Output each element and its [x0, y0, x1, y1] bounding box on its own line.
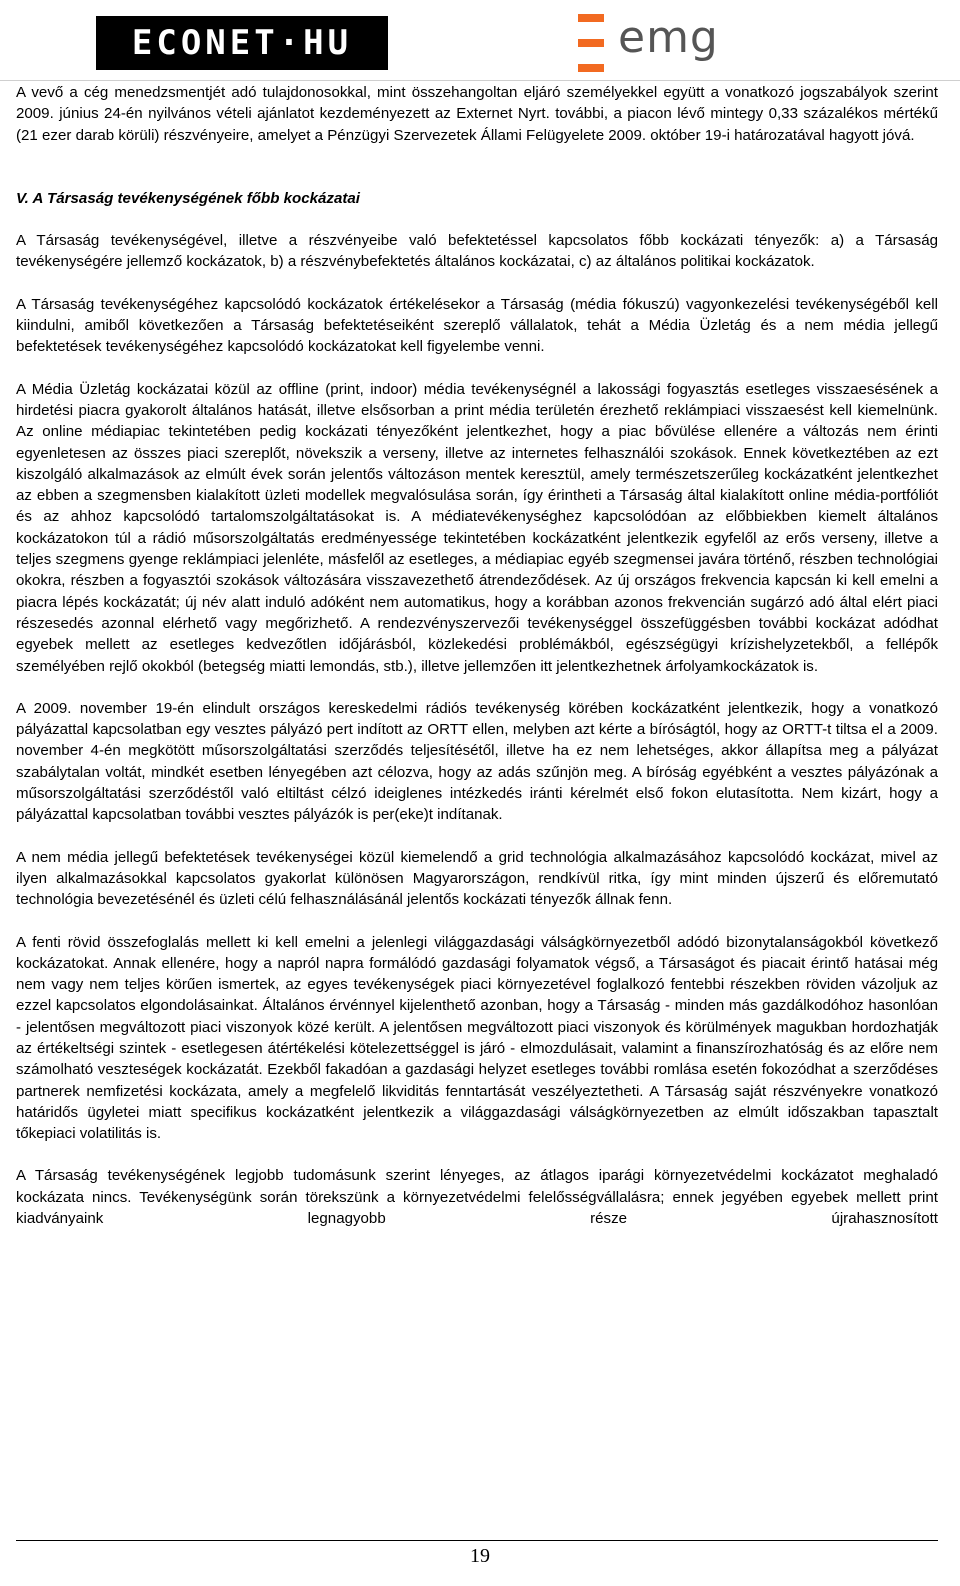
- emg-logo: [578, 14, 738, 72]
- paragraph-5: A 2009. november 19-én elindult országos kereskedelmi rádiós tevékenység körében kockázatként jelentkezik, hogy a vonatkozó pályázattal kapcsolatban egy vesztes pályázó pert indított az ORTT ellen, melyben azt kérte a bíróságtól, hogy az ORTT-t tiltsa el a 2009. november 4-én megkötött műsorszolgáltatási szerződés teljesítésétől, illetve ha ez nem lehetséges, akkor állapítsa meg a pályázat szabálytalan voltát, mindkét esetben lényegében azt célozva, hogy az adás szűnjön meg. A bíróság egyébként a vesztes pályázónak a műsorszolgáltatási szerződéstől való eltiltást célzó ideiglenes intézkedés iránti kérelmét első fokon elutasította. Nem kizárt, hogy a pályázattal kapcsolatban további vesztes pályázók is per(eke)t indítanak.: [16, 699, 938, 824]
- econet-logo-text: ECONET·HU: [131, 23, 353, 63]
- document-body: [16, 82, 938, 1229]
- paragraph-7: A fenti rövid összefoglalás mellett ki kell emelni a jelenlegi világgazdasági válságkörnyezetből adódó bizonytalanságokból következő kockázatokat. Annak ellenére, hogy a napról napra formálódó gazdasági folyamatok végső, a Társaságot és piacait érintő hatásai még nem vagy nem teljes körűen ismertek, az egyes tevékenységek piaci környezetével foglalkozó fentebbi részekben röviden vázoljuk az ezzel kapcsolatos elgondolásainkat. Általános érvénnyel kijelenthető azonban, hogy a Társaság - minden más gazdálkodóhoz hasonlóan - jelentősen megváltozott piaci viszonyok közé került. A jelentősen megváltozott piaci viszonyok és körülmények magukban hordozhatják az értékeltségi szintek - esetlegesen átértékelési kötelezettséggel is járó - elmozdulásait, valamint a finanszírozhatóság és az előre nem számolható veszteségek kockázatát. Ezekből fakadóan a gazdasági helyzet esetleges további romlása esetén fokozódhat a szerződéses partnerek nemfizetési kockázata, amely a megfelelő likviditás fenntartását veszélyeztetheti. A Társaság saját részvényekre vonatkozó határidős ügyletei miatt specifikus kockázatként jelentkezik a világgazdasági válságkörnyezetben az elmúlt időszakban tapasztalt tőkepiaci volatilitás is.: [16, 933, 938, 1143]
- paragraph-8: A Társaság tevékenységének legjobb tudomásunk szerint lényeges, az átlagos iparági környezetvédelmi kockázatot meghaladó kockázata nincs. Tevékenységünk során törekszünk a környezetvédelmi felelősségvállalásra; ennek jegyében egyebek mellett print kiadványaink legnagyobb része újrahasznosított: [16, 1167, 938, 1228]
- econet-logo: [96, 16, 388, 70]
- paragraph-4: A Média Üzletág kockázatai közül az offline (print, indoor) média tevékenységnél a lakossági fogyasztás esetleges visszaesésének a hirdetési piacra gyakorolt általános hatását, illetve elsősorban a print média területén érezhető reklámpiaci visszaesést kell kiemelnünk. Az online médiapiac tekintetében pedig kockázati tényezőként jelentkezhet, hogy a piac bővülése ellenére a változás nem érinti egyenletesen az összes piaci szereplőt, növekszik a verseny, illetve az internetes felhasználói szokások. Ennek következtében az ezt kiszolgáló alkalmazások az elmúlt évek során jelentős változáson mentek keresztül, amely természetszerűleg kockázatként jelentkezhet az ebben a szegmensben kialakított üzleti modellek megvalósulása során, így érintheti a Társaság által kialakított online média-portfóliót és az ahhoz kapcsolódó tartalomszolgáltatásokat is. A médiatevékenységhez kapcsolódóan az előbbiekben kiemelt általános kockázatokon túl a rádió műsorszolgáltatás eredményessége tekintetében kockázatként jelentkezik egyfelől az erős verseny, illetve a teljes szegmens gyenge reklámpiaci jelenléte, másfelől az esetleges, a médiapiac egyéb szegmensei javára történő, részben technológiai okokra, részben a fogyasztói szokások változására visszavezethető átrendeződések. Az új országos frekvencia kapcsán ki kell emelni a piacra lépés kockázatát; új név alatt induló adóként nem automatikus, hogy a korábban azonos frekvencián sugárzó adó által elért piaci részesedés azonnal elérhető vagy megőrizhető. A rendezvényszervezői tevékenységgel összefüggésben további kockázat adódhat egyebek mellett az esetleges kedvezőtlen időjárásból, közlekedési problémákból, egészségügyi krízishelyzetekből, a fellépők személyében rejlő okokból (betegség miatti lemondás, stb.), illetve jellemzően itt jelentkezhetnek árfolyamkockázatok is.: [16, 380, 938, 675]
- page-header: [0, 0, 960, 81]
- paragraph-6: A nem média jellegű befektetések tevékenységei közül kiemelendő a grid technológia alkalmazásához kapcsolódó kockázat, mivel az ilyen alkalmazásokkal kapcsolatos gyakorlat különösen Magyarországon, rendkívül ritka, így mint minden újszerű és előremutató technológia bevezetésénél és üzleti célú felhasználásánál jelentős kockázati tényezők állnak fenn.: [16, 848, 938, 909]
- paragraph-1: A vevő a cég menedzsmentjét adó tulajdonosokkal, mint összehangoltan eljáró személyekkel együtt a vonatkozó jogszabályok szerint 2009. június 24-én nyilvános vételi ajánlatot kezdeményezett az Externet Nyrt. további, a piacon lévő mintegy 0,33 százalékos mértékű (21 ezer darab körüli) részvényeire, amelyet a Pénzügyi Szervezetek Állami Felügyelete 2009. október 19-i határozatával hagyott jóvá.: [16, 84, 938, 144]
- page-number: 19: [470, 1545, 490, 1567]
- emg-logo-text: emg: [618, 12, 719, 63]
- paragraph-2: A Társaság tevékenységével, illetve a részvényeibe való befektetéssel kapcsolatos főbb kockázati tényezők: a) a Társaság tevékenységére jellemző kockázatok, b) a részvénybefektetés általános kockázatai, c) az általános politikai kockázatok.: [16, 232, 938, 271]
- section-heading: V. A Társaság tevékenységének főbb kockázatai: [16, 189, 360, 207]
- paragraph-3: A Társaság tevékenységéhez kapcsolódó kockázatok értékelésekor a Társaság (média fókuszú) vagyonkezelési tevékenységéből kell kiindulni, amiből következően a Társaság befektetéseiként szereplő vállalatok, tehát a Média Üzletág és a nem média jellegű befektetések tevékenységéhez kapcsolódó kockázatokat kell figyelembe venni.: [16, 295, 938, 356]
- emg-logo-mark-icon: [578, 14, 604, 72]
- footer-divider: [16, 1540, 938, 1541]
